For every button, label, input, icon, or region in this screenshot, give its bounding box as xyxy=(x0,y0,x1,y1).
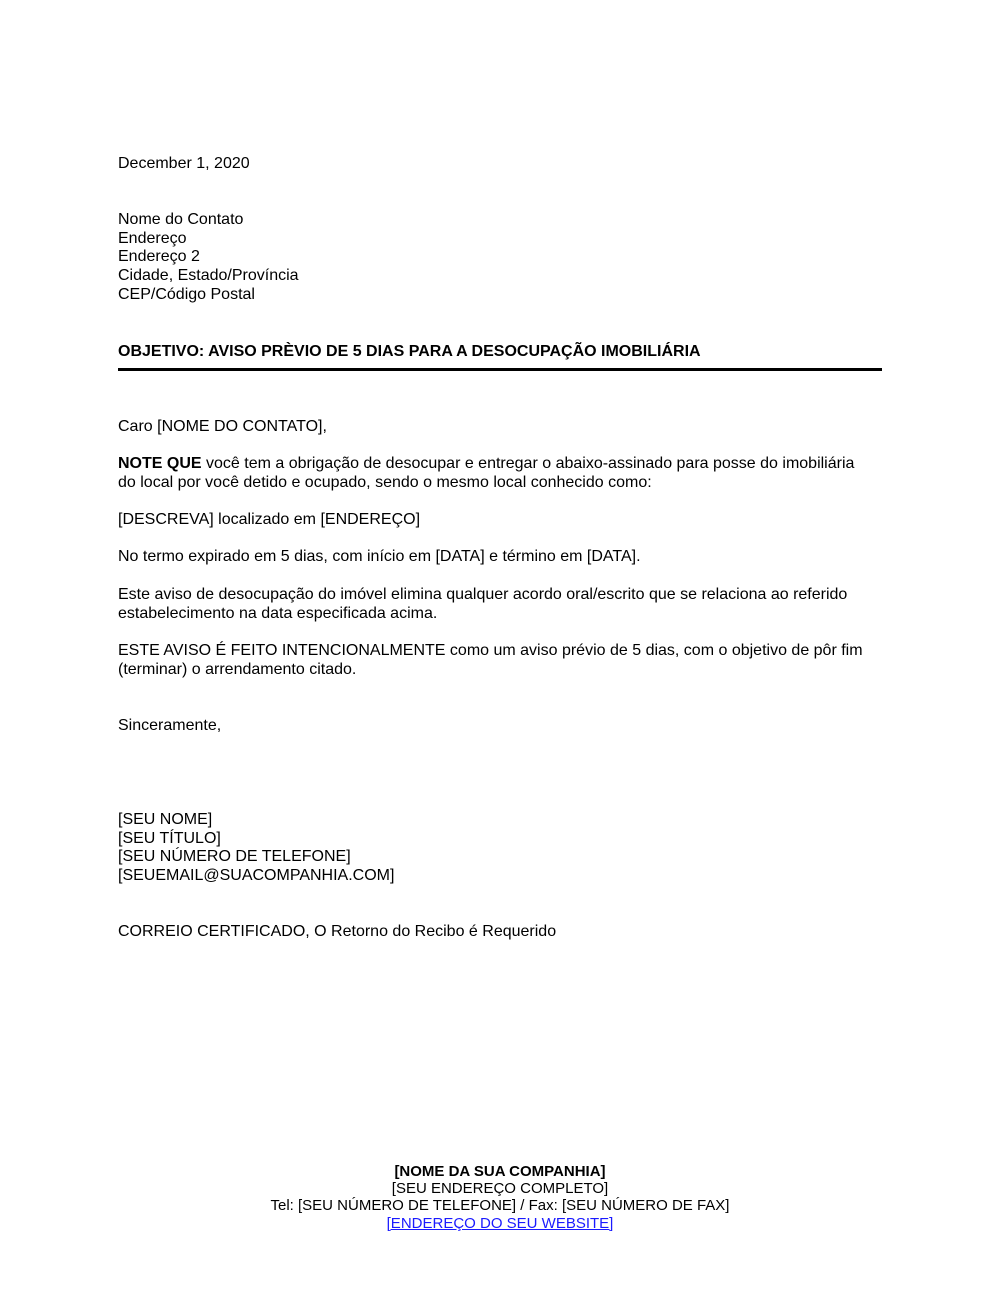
subject-heading: OBJETIVO: AVISO PRÈVIO DE 5 DIAS PARA A DESOCUPAÇÃO IMOBILIÁRIA xyxy=(118,343,701,360)
paragraph-intent xyxy=(118,642,863,679)
paragraph-term: No termo expirado em 5 dias, com início em [DATA] e término em [DATA]. xyxy=(118,548,641,565)
heading-rule xyxy=(118,368,882,371)
paragraph-describe: [DESCREVA] localizado em [ENDEREÇO] xyxy=(118,511,421,528)
signature-name: [SEU NOME] xyxy=(118,811,213,828)
footer-contact: Tel: [SEU NÚMERO DE TELEFONE] / Fax: [SEU NÚMERO DE FAX] xyxy=(270,1197,730,1215)
certified-mail-note: CORREIO CERTIFICADO, O Retorno do Recibo é Requerido xyxy=(118,923,557,940)
footer-address: [SEU ENDEREÇO COMPLETO] xyxy=(391,1180,609,1198)
recipient-address xyxy=(118,211,299,304)
letter-date: December 1, 2020 xyxy=(118,155,250,172)
note-que-bold: NOTE QUE xyxy=(118,455,202,472)
recipient-city: Cidade, Estado/Província xyxy=(118,267,299,285)
letter-footer xyxy=(0,1163,1000,1232)
paragraph-notice-line1: Este aviso de desocupação do imóvel elimina qualquer acordo oral/escrito que se relaciona ao referido xyxy=(118,586,848,603)
recipient-address-line1: Endereço xyxy=(118,229,187,247)
signature-title: [SEU TÍTULO] xyxy=(118,829,221,847)
footer-website-link[interactable]: [ENDEREÇO DO SEU WEBSITE] xyxy=(386,1214,614,1232)
paragraph-note-line2: do local por você detido e ocupado, sendo o mesmo local conhecido como: xyxy=(118,473,652,491)
paragraph-note-line1: você tem a obrigação de desocupar e entregar o abaixo-assinado para posse do imobiliária xyxy=(201,455,855,472)
recipient-name: Nome do Contato xyxy=(118,211,244,228)
salutation: Caro [NOME DO CONTATO], xyxy=(118,418,327,435)
signature-block xyxy=(118,811,394,886)
recipient-address-line2: Endereço 2 xyxy=(118,248,200,266)
paragraph-note xyxy=(118,455,854,492)
recipient-postal: CEP/Código Postal xyxy=(118,285,255,303)
paragraph-notice-line2: estabelecimento na data especificada acima. xyxy=(118,604,438,622)
footer-company: [NOME DA SUA COMPANHIA] xyxy=(394,1163,606,1180)
paragraph-intent-line2: (terminar) o arrendamento citado. xyxy=(118,660,357,678)
closing: Sinceramente, xyxy=(118,717,222,734)
signature-phone: [SEU NÚMERO DE TELEFONE] xyxy=(118,848,351,866)
signature-email: [SEUEMAIL@SUACOMPANHIA.COM] xyxy=(118,867,395,885)
paragraph-notice xyxy=(118,586,847,623)
paragraph-intent-line1: ESTE AVISO É FEITO INTENCIONALMENTE como um aviso prévio de 5 dias, com o objetivo de pôr fim xyxy=(118,642,863,659)
